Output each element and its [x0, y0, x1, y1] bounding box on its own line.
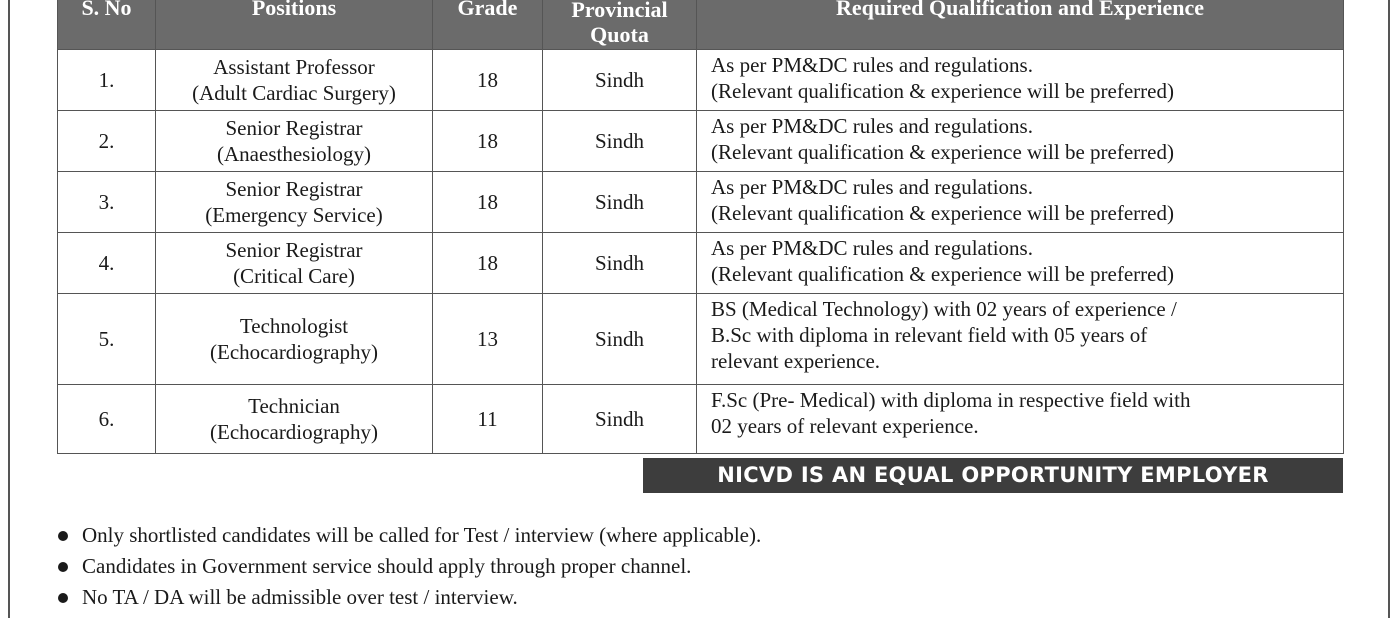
position-text: Senior Registrar — [225, 177, 363, 201]
cell-quota: Sindh — [543, 111, 697, 172]
positions-table — [57, 0, 1344, 454]
requirement-line: F.Sc (Pre- Medical) with diploma in respective field with — [711, 388, 1191, 412]
cell-position — [156, 111, 433, 172]
bullet-icon — [58, 562, 68, 572]
table-row — [58, 111, 1344, 172]
position-text: Senior Registrar — [225, 238, 363, 262]
equal-opportunity-banner: NICVD IS AN EQUAL OPPORTUNITY EMPLOYER — [643, 458, 1343, 493]
header-quota: Provincial Quota — [543, 0, 697, 50]
bullet-icon — [58, 593, 68, 603]
cell-grade: 13 — [433, 294, 543, 385]
position-text: (Echocardiography) — [210, 340, 378, 364]
cell-sno: 1. — [58, 50, 156, 111]
header-grade: Grade — [433, 0, 543, 50]
position-text: (Critical Care) — [233, 264, 355, 288]
table-row — [58, 294, 1344, 385]
cell-requirements — [697, 233, 1344, 294]
note-item: Candidates in Government service should apply through proper channel. — [56, 551, 761, 582]
notes-list — [56, 520, 761, 613]
table-header-row — [58, 0, 1344, 50]
position-text: (Echocardiography) — [210, 420, 378, 444]
position-text: Technologist — [239, 314, 349, 338]
position-text: Technician — [248, 394, 340, 418]
cell-quota: Sindh — [543, 294, 697, 385]
table-row — [58, 385, 1344, 454]
position-text: (Adult Cardiac Surgery) — [192, 81, 396, 105]
cell-position — [156, 233, 433, 294]
position-text: (Emergency Service) — [205, 203, 383, 227]
cell-grade: 18 — [433, 233, 543, 294]
table-row — [58, 50, 1344, 111]
requirement-line: (Relevant qualification & experience will be preferred) — [711, 140, 1174, 164]
cell-sno: 5. — [58, 294, 156, 385]
cell-sno: 2. — [58, 111, 156, 172]
requirement-line: BS (Medical Technology) with 02 years of experience / — [711, 297, 1177, 321]
requirement-line: (Relevant qualification & experience will be preferred) — [711, 262, 1174, 286]
cell-requirements — [697, 50, 1344, 111]
cell-quota: Sindh — [543, 385, 697, 454]
cell-position — [156, 50, 433, 111]
cell-grade: 18 — [433, 111, 543, 172]
cell-sno: 3. — [58, 172, 156, 233]
position-text: Assistant Professor — [213, 55, 375, 79]
table-row — [58, 233, 1344, 294]
cell-grade: 18 — [433, 50, 543, 111]
cell-sno: 4. — [58, 233, 156, 294]
cell-quota: Sindh — [543, 233, 697, 294]
requirement-line: As per PM&DC rules and regulations. — [711, 175, 1033, 199]
requirement-line: relevant experience. — [711, 349, 881, 373]
requirement-line: B.Sc with diploma in relevant field with 05 years of — [711, 323, 1148, 347]
requirement-line: As per PM&DC rules and regulations. — [711, 53, 1033, 77]
header-positions: Positions — [156, 0, 433, 50]
requirement-line: As per PM&DC rules and regulations. — [711, 236, 1033, 260]
requirement-line: (Relevant qualification & experience will be preferred) — [711, 201, 1174, 225]
requirement-line: As per PM&DC rules and regulations. — [711, 114, 1033, 138]
requirement-line: 02 years of relevant experience. — [711, 414, 979, 438]
cell-requirements — [697, 294, 1344, 385]
position-text: Senior Registrar — [225, 116, 363, 140]
bullet-icon — [58, 531, 68, 541]
cell-position — [156, 385, 433, 454]
header-requirements: Required Qualification and Experience — [697, 0, 1344, 50]
note-item: Only shortlisted candidates will be called for Test / interview (where applicable). — [56, 520, 761, 551]
cell-requirements — [697, 172, 1344, 233]
cell-sno: 6. — [58, 385, 156, 454]
cell-position — [156, 294, 433, 385]
cell-grade: 11 — [433, 385, 543, 454]
requirement-line: (Relevant qualification & experience will be preferred) — [711, 79, 1174, 103]
cell-quota: Sindh — [543, 172, 697, 233]
cell-position — [156, 172, 433, 233]
cell-requirements — [697, 111, 1344, 172]
position-text: (Anaesthesiology) — [217, 142, 371, 166]
table-row — [58, 172, 1344, 233]
cell-grade: 18 — [433, 172, 543, 233]
cell-quota: Sindh — [543, 50, 697, 111]
note-item: No TA / DA will be admissible over test / interview. — [56, 582, 761, 613]
header-sno: S. No — [58, 0, 156, 50]
cell-requirements — [697, 385, 1344, 454]
